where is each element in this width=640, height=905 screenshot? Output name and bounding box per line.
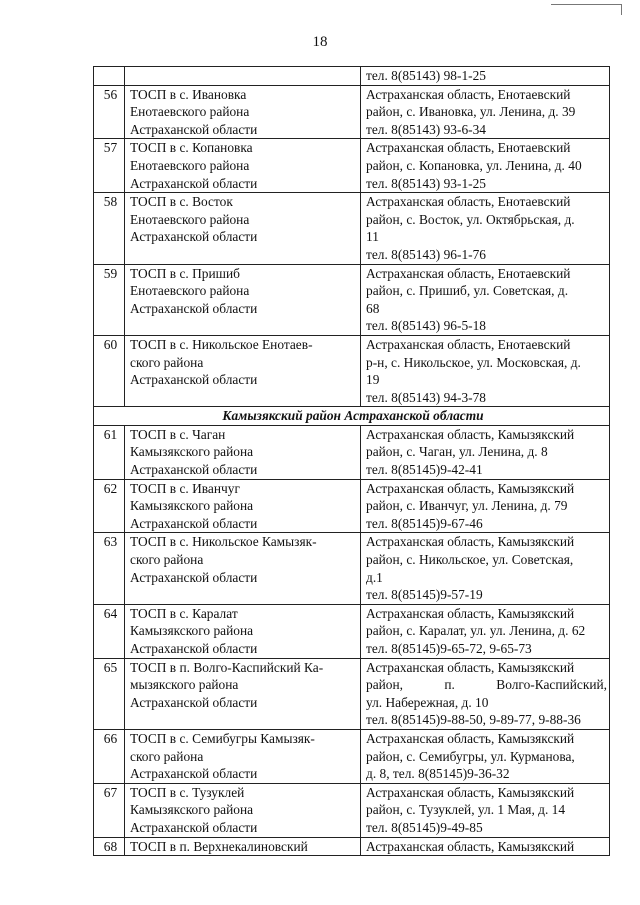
office-address-cell xyxy=(361,658,610,729)
office-name-line: Енотаевского района xyxy=(130,283,250,299)
table-row xyxy=(94,67,610,86)
row-number: 66 xyxy=(94,729,125,783)
offices-table-body xyxy=(94,67,610,856)
office-address-line: Астраханская область, Камызякский xyxy=(366,730,575,746)
office-address-line: тел. 8(85145)9-65-72, 9-65-73 xyxy=(366,641,532,656)
row-number: 67 xyxy=(94,783,125,837)
office-address-cell xyxy=(361,67,610,86)
office-name-line: Енотаевского района xyxy=(130,104,250,120)
section-heading: Камызякский район Астраханской области xyxy=(94,407,610,426)
office-address-line: Астраханская область, Камызякский xyxy=(366,480,575,496)
office-name-cell xyxy=(125,335,361,406)
office-address-line: район, с. Пришиб, ул. Советская, д. xyxy=(366,283,569,299)
office-name-line: мызякского района xyxy=(130,677,239,693)
office-address-line: 11 xyxy=(366,229,379,245)
office-name-line: Камызякского района xyxy=(130,444,254,460)
office-address-line: тел. 8(85143) 98-1-25 xyxy=(366,68,487,83)
office-address-line: тел. 8(85145)9-49-85 xyxy=(366,819,483,835)
office-address-line: район, с. Каралат, ул. ул. Ленина, д. 62 xyxy=(366,623,586,639)
row-number: 62 xyxy=(94,479,125,533)
table-row xyxy=(94,425,610,479)
row-number: 56 xyxy=(94,85,125,139)
office-name-line: Астраханской области xyxy=(130,641,258,656)
table-row xyxy=(94,658,610,729)
office-name-line: Камызякского района xyxy=(130,802,254,818)
office-name-cell xyxy=(125,533,361,604)
office-address-line: район, п. Волго-Каспийский, xyxy=(366,677,607,693)
office-name-line: ТОСП в с. Чаган xyxy=(130,426,226,442)
table-row xyxy=(94,479,610,533)
office-name-line: ТОСП в с. Иванчуг xyxy=(130,480,240,496)
office-name-cell xyxy=(125,658,361,729)
office-address-line: Астраханская область, Енотаевский xyxy=(366,86,571,102)
section-row xyxy=(94,407,610,426)
office-address-line: район, с. Иванчуг, ул. Ленина, д. 79 xyxy=(366,498,568,514)
office-address-line: тел. 8(85145)9-42-41 xyxy=(366,462,483,478)
office-name-line: ТОСП в с. Никольское Камызяк- xyxy=(130,534,317,550)
office-name-line: Астраханской области xyxy=(130,372,258,388)
row-number: 59 xyxy=(94,264,125,335)
office-name-line: ТОСП в с. Семибугры Камызяк- xyxy=(130,730,315,746)
office-name-line: Камызякского района xyxy=(130,498,254,514)
office-name-line: Астраханской области xyxy=(130,175,258,191)
office-address-line: тел. 8(85143) 94-3-78 xyxy=(366,389,487,405)
office-address-line: д. 8, тел. 8(85145)9-36-32 xyxy=(366,766,510,782)
office-address-line: Астраханская область, Енотаевский xyxy=(366,336,571,352)
office-address-line: район, с. Чаган, ул. Ленина, д. 8 xyxy=(366,444,548,460)
office-address-cell xyxy=(361,729,610,783)
table-row xyxy=(94,193,610,264)
office-name-line: Енотаевского района xyxy=(130,157,250,173)
office-address-line: Астраханская область, Камызякский xyxy=(366,605,575,621)
office-address-line: Астраханская область, Камызякский xyxy=(366,838,575,854)
office-name-cell xyxy=(125,479,361,533)
office-name-line: Астраханской области xyxy=(130,462,258,478)
office-address-line: Астраханская область, Камызякский xyxy=(366,784,575,800)
office-name-line: ского района xyxy=(130,552,204,568)
office-address-line: район, с. Тузуклей, ул. 1 Мая, д. 14 xyxy=(366,802,566,818)
office-address-line: тел. 8(85143) 93-1-25 xyxy=(366,175,487,191)
office-address-line: тел. 8(85143) 93-6-34 xyxy=(366,121,487,137)
row-number: 63 xyxy=(94,533,125,604)
office-name-line: Астраханской области xyxy=(130,121,258,137)
office-address-line: 68 xyxy=(366,300,380,316)
table-row xyxy=(94,139,610,193)
office-address-cell xyxy=(361,425,610,479)
table-row xyxy=(94,837,610,856)
office-name-cell xyxy=(125,264,361,335)
office-name-cell xyxy=(125,604,361,658)
office-name-line: ТОСП в с. Ивановка xyxy=(130,86,247,102)
row-number: 65 xyxy=(94,658,125,729)
table-row xyxy=(94,533,610,604)
office-name-line: ского района xyxy=(130,354,204,370)
office-name-line xyxy=(130,67,358,85)
corner-mark xyxy=(551,4,622,15)
table-row xyxy=(94,264,610,335)
office-address-line: д.1 xyxy=(366,569,383,585)
office-address-cell xyxy=(361,193,610,264)
office-name-line: ТОСП в с. Копановка xyxy=(130,140,253,156)
table-row xyxy=(94,335,610,406)
row-number: 68 xyxy=(94,837,125,856)
row-number: 64 xyxy=(94,604,125,658)
office-name-line: Енотаевского района xyxy=(130,211,250,227)
office-address-line: район, с. Семибугры, ул. Курманова, xyxy=(366,748,575,764)
office-name-cell xyxy=(125,729,361,783)
office-name-line: Камызякского района xyxy=(130,623,254,639)
office-address-line: ул. Набережная, д. 10 xyxy=(366,694,489,710)
office-name-line: Астраханской области xyxy=(130,229,258,245)
office-name-cell xyxy=(125,425,361,479)
row-number: 58 xyxy=(94,193,125,264)
table-row xyxy=(94,85,610,139)
office-address-line: Астраханская область, Камызякский xyxy=(366,659,575,675)
office-name-line: Астраханской области xyxy=(130,766,258,782)
office-address-line: 19 xyxy=(366,372,380,388)
office-name-line: Астраханской области xyxy=(130,515,258,531)
office-name-line: ТОСП в с. Тузуклей xyxy=(130,784,245,800)
office-address-cell xyxy=(361,533,610,604)
office-address-line: район, с. Копановка, ул. Ленина, д. 40 xyxy=(366,157,582,173)
table-row xyxy=(94,604,610,658)
office-name-line: ТОСП в с. Пришиб xyxy=(130,265,240,281)
office-address-cell xyxy=(361,85,610,139)
office-address-line: Астраханская область, Енотаевский xyxy=(366,194,571,210)
office-name-line: Астраханской области xyxy=(130,694,258,710)
office-address-line: тел. 8(85145)9-88-50, 9-89-77, 9-88-36 xyxy=(366,712,581,728)
office-address-cell xyxy=(361,335,610,406)
office-address-line: тел. 8(85145)9-57-19 xyxy=(366,587,483,603)
row-number: 57 xyxy=(94,139,125,193)
office-address-cell xyxy=(361,264,610,335)
office-address-cell xyxy=(361,139,610,193)
office-name-line: Астраханской области xyxy=(130,300,258,316)
office-name-line: ТОСП в с. Восток xyxy=(130,194,233,210)
office-address-line: р-н, с. Никольское, ул. Московская, д. xyxy=(366,354,581,370)
table-row xyxy=(94,729,610,783)
office-name-cell xyxy=(125,193,361,264)
row-number: 60 xyxy=(94,335,125,406)
office-name-line: ТОСП в с. Никольское Енотаев- xyxy=(130,336,313,352)
row-number xyxy=(94,67,125,86)
office-address-cell xyxy=(361,604,610,658)
office-name-line: Астраханской области xyxy=(130,819,258,835)
office-name-line: ТОСП в п. Верхнекалиновский xyxy=(130,838,308,854)
office-name-cell xyxy=(125,783,361,837)
office-address-line: Астраханская область, Енотаевский xyxy=(366,140,571,156)
office-address-line: район, с. Никольское, ул. Советская, xyxy=(366,552,574,568)
row-number: 61 xyxy=(94,425,125,479)
office-name-line: ского района xyxy=(130,748,204,764)
office-address-cell xyxy=(361,837,610,856)
office-address-line: район, с. Восток, ул. Октябрьская, д. xyxy=(366,211,575,227)
office-address-cell xyxy=(361,479,610,533)
office-address-line: район, с. Ивановка, ул. Ленина, д. 39 xyxy=(366,104,576,120)
office-name-cell xyxy=(125,139,361,193)
office-name-line: ТОСП в п. Волго-Каспийский Ка- xyxy=(130,659,324,675)
office-address-line: тел. 8(85143) 96-5-18 xyxy=(366,318,487,334)
office-name-cell xyxy=(125,837,361,856)
page-number: 18 xyxy=(312,34,328,50)
office-address-line: Астраханская область, Енотаевский xyxy=(366,265,571,281)
offices-table xyxy=(93,66,610,856)
office-address-line: Астраханская область, Камызякский xyxy=(366,534,575,550)
office-name-line: Астраханской области xyxy=(130,569,258,585)
office-address-line: тел. 8(85143) 96-1-76 xyxy=(366,246,487,262)
office-address-cell xyxy=(361,783,610,837)
office-name-line: ТОСП в с. Каралат xyxy=(130,605,238,621)
office-name-cell xyxy=(125,67,361,86)
table-row xyxy=(94,783,610,837)
office-name-cell xyxy=(125,85,361,139)
office-address-line: тел. 8(85145)9-67-46 xyxy=(366,515,483,531)
office-address-line: Астраханская область, Камызякский xyxy=(366,426,575,442)
